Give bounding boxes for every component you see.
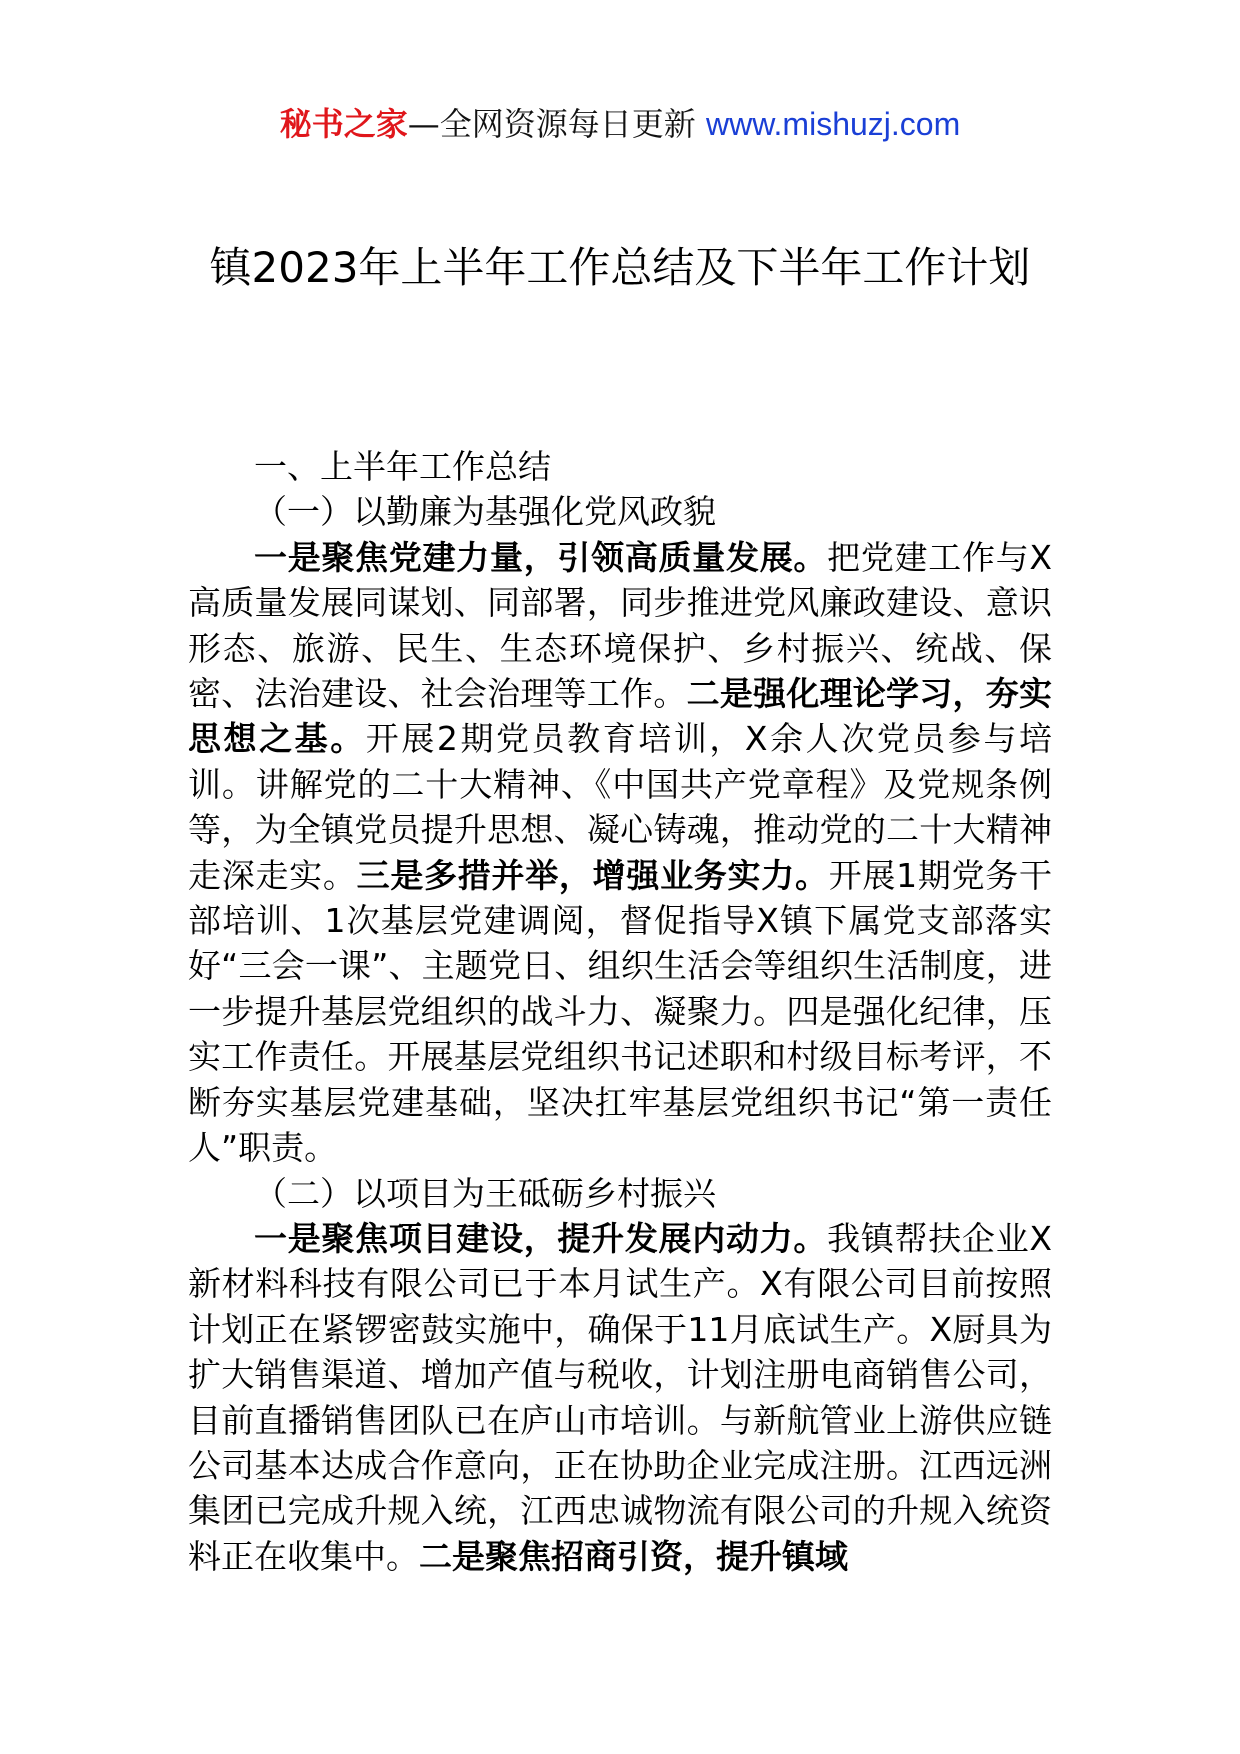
site-url[interactable]: www.mishuzj.com (705, 106, 961, 142)
section-heading-1: 一、上半年工作总结 (254, 447, 551, 486)
document-title: 镇2023年上半年工作总结及下半年工作计划 (209, 243, 1031, 292)
document-body (188, 444, 1052, 1579)
paragraph-projects (188, 1216, 1052, 1579)
project-point-1-lead: 一是聚焦项目建设，提升发展内动力。 (254, 1218, 828, 1258)
point-3-lead: 三是多措并举，增强业务实力。 (356, 855, 829, 895)
point-1-lead: 一是聚焦党建力量，引领高质量发展。 (254, 537, 828, 577)
point-1-text: 把党建工作与X高质量发展同谋划、同部署，同步推进党风廉政建设、意识形态、旅游、民生、生态环境保护、乡村振兴、统战、保密、法治建设、社会治理等工作。 (188, 537, 1053, 714)
site-tagline: —全网资源每日更新 (407, 105, 706, 143)
point-2-text: 开展2期党员教育培训，X余人次党员参与培训。讲解党的二十大精神、《中国共产党章程》及党规条例等，为全镇党员提升思想、凝心铸魂，推动党的二十大精神走深走实。 (188, 719, 1053, 895)
paragraph-party-building (188, 535, 1052, 1171)
project-point-1-text: 我镇帮扶企业X新材料科技有限公司已于本月试生产。X有限公司目前按照计划正在紧锣密鼓实施中，确保于11月底试生产。X厨具为扩大销售渠道、增加产值与税收，计划注册电商销售公司，目前直播销售团队已在庐山市培训。与新航管业上游供应链公司基本达成合作意向，正在协助企业完成注册。江西远洲集团已完成升规入统，江西忠诚物流有限公司的升规入统资料正在收集中。 (188, 1218, 1053, 1576)
point-3-text: 开展1期党务干部培训、1次基层党建调阅，督促指导X镇下属党支部落实好“三会一课”、主题党日、组织生活会等组织生活制度，进一步提升基层党组织的战斗力、凝聚力。四是强化纪律，压实工作责任。开展基层党组织书记述职和村级目标考评，不断夯实基层党建基础，坚决扛牢基层党组织书记“第一责任人”职责。 (188, 855, 1053, 1168)
project-point-2-lead: 二是聚焦招商引资，提升镇域 (419, 1536, 848, 1576)
site-brand: 秘书之家 (279, 105, 408, 143)
site-header (0, 98, 1240, 150)
subsection-heading-2: （二）以项目为王砥砺乡村振兴 (254, 1173, 716, 1213)
point-2-lead: 二是强化理论学习，夯实思想之基。 (188, 674, 1053, 759)
subsection-heading-1: （一）以勤廉为基强化党风政貌 (254, 492, 716, 532)
